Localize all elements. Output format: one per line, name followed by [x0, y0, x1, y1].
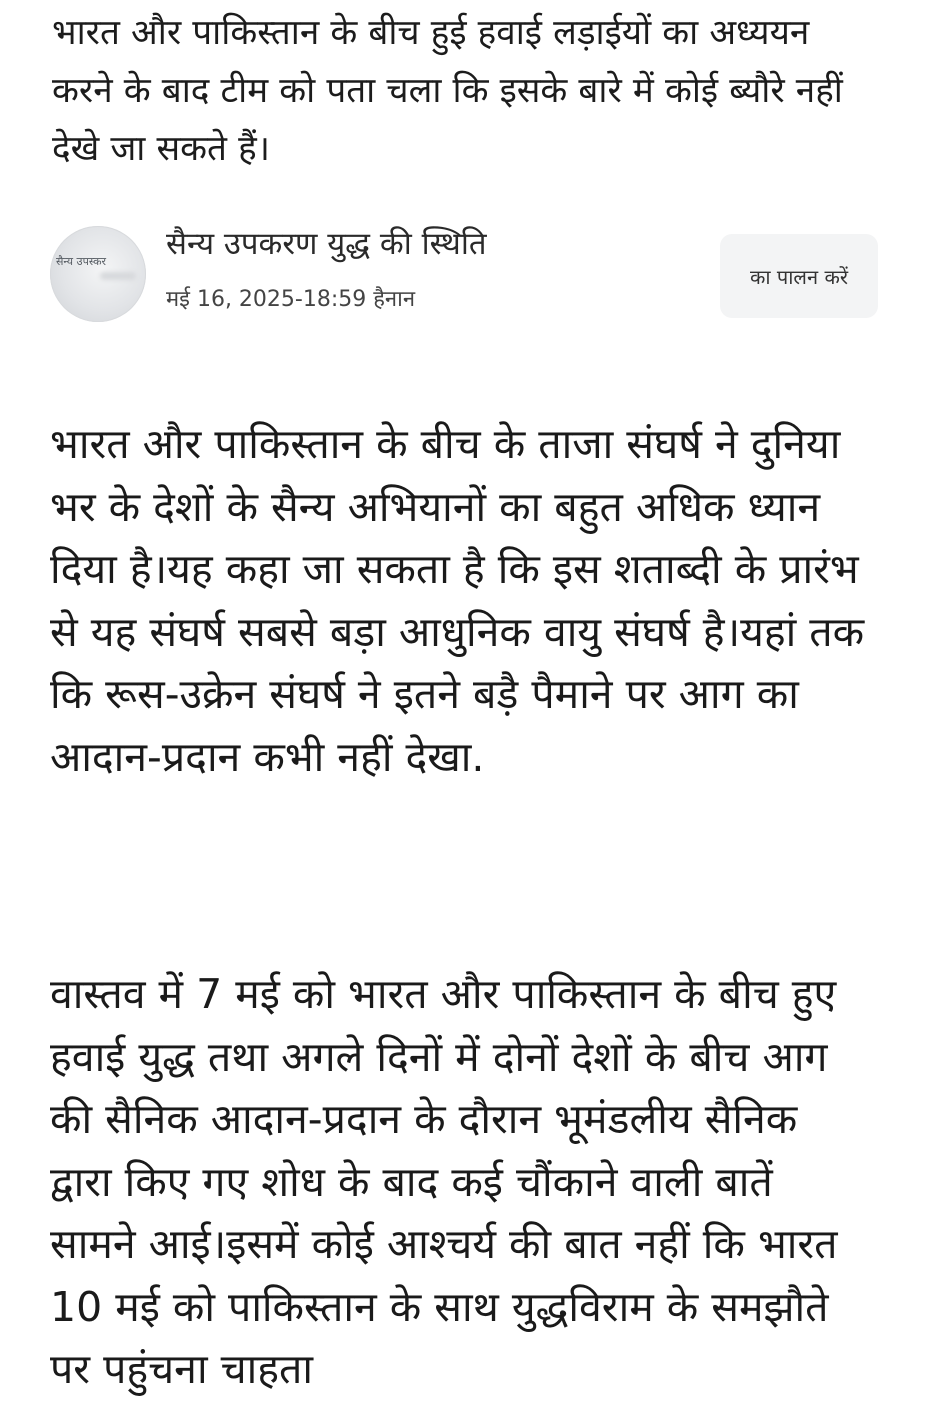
avatar-logo-mark: [100, 272, 136, 280]
follow-button[interactable]: का पालन करें: [720, 234, 878, 318]
author-header: [50, 222, 878, 326]
article-paragraph: भारत और पाकिस्तान के बीच के ताजा संघर्ष ने दुनिया भर के देशों के सैन्य अभियानों का बहुत अधिक ध्यान दिया है।यह कहा जा सकता है कि इस शताब्दी के प्रारंभ से यह संघर्ष सबसे बड़ा आधुनिक वायु संघर्ष है।यहां तक कि रूस-उक्रेन संघर्ष ने इतने बड़ै पैमाने पर आग का आदान-प्रदान कभी नहीं देखा.: [50, 420, 865, 781]
avatar-label: सैन्य उपस्कर: [56, 255, 107, 268]
article-paragraph: वास्तव में 7 मई को भारत और पाकिस्तान के बीच हुए हवाई युद्ध तथा अगले दिनों में दोनों देशों के बीच आग की सैनिक आदान-प्रदान के दौरान भूमंडलीय सैनिक द्वारा किए गए शोध के बाद कई चौंकाने वाली बातें सामने आई।इसमें कोई आश्चर्य की बात नहीं कि भारत 10 मई को पाकिस्तान के साथ युद्धविराम के समझौते पर पहुंचना चाहता: [50, 970, 838, 1393]
intro-paragraph: भारत और पाकिस्तान के बीच हुई हवाई लड़ाईयों का अध्ययन करने के बाद टीम को पता चला कि इसके बारे में कोई ब्यौरे नहीं देखे जा सकते हैं।: [52, 13, 843, 169]
post-timestamp: मई 16, 2025-18:59 हैनान: [166, 287, 416, 312]
channel-avatar[interactable]: [50, 226, 146, 322]
channel-name[interactable]: सैन्य उपकरण युद्ध की स्थिति: [166, 226, 487, 262]
